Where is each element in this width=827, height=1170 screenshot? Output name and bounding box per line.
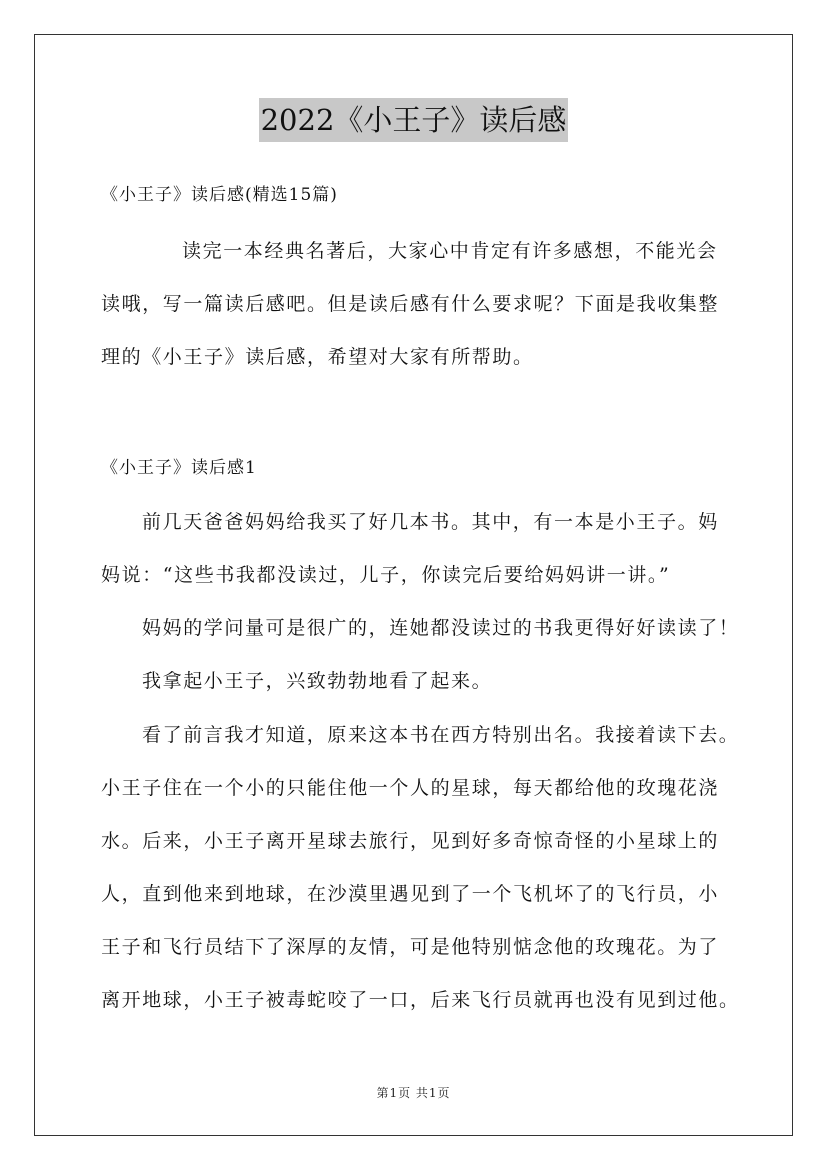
body-line: 人，直到他来到地球，在沙漠里遇见到了一个飞机坏了的飞行员，小 <box>101 883 720 905</box>
body-line: 小王子住在一个小的只能住他一个人的星球，每天都给他的玫瑰花浇 <box>101 777 720 799</box>
intro-line: 理的《小王子》读后感，希望对大家有所帮助。 <box>101 346 534 368</box>
body-line: 王子和飞行员结下了深厚的友情，可是他特别惦念他的玫瑰花。为了 <box>101 936 720 958</box>
intro-line: 读完一本经典名著后，大家心中肯定有许多感想，不能光会 <box>182 240 718 262</box>
body-line: 离开地球，小王子被毒蛇咬了一口，后来飞行员就再也没有见到过他。 <box>101 989 740 1011</box>
body-line: 妈说：“这些书我都没读过，儿子，你读完后要给妈妈讲一讲。” <box>101 564 671 586</box>
title-container <box>0 98 827 142</box>
page-footer: 第1页 共1页 <box>376 1086 451 1100</box>
body-line: 前几天爸爸妈妈给我买了好几本书。其中，有一本是小王子。妈 <box>142 511 719 533</box>
intro-line: 读哦，写一篇读后感吧。但是读后感有什么要求呢？下面是我收集整 <box>101 293 720 315</box>
section-heading: 《小王子》读后感1 <box>101 458 257 478</box>
body-line: 水。后来，小王子离开星球去旅行，见到好多奇惊奇怪的小星球上的 <box>101 830 720 852</box>
body-line: 我拿起小王子，兴致勃勃地看了起来。 <box>142 670 493 692</box>
body-line: 妈妈的学问量可是很广的，连她都没读过的书我更得好好读读了！ <box>142 617 740 639</box>
document-title: 2022《小王子》读后感 <box>259 98 569 142</box>
document-subtitle: 《小王子》读后感(精选15篇) <box>101 185 338 205</box>
body-line: 看了前言我才知道，原来这本书在西方特别出名。我接着读下去。 <box>142 724 740 746</box>
